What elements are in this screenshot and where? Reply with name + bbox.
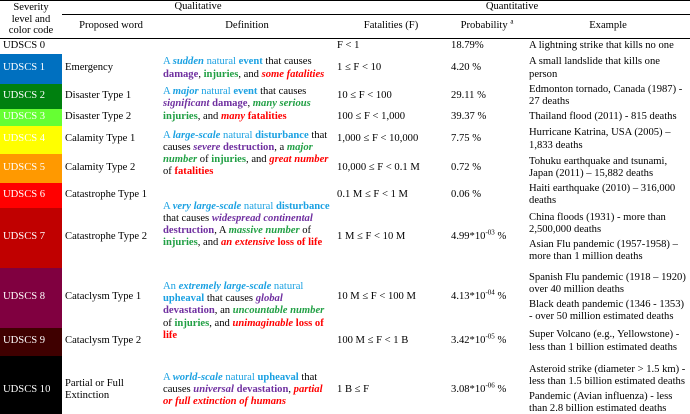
probability-cell: $3.08*10^{-06}$ % — [448, 356, 526, 414]
probability-cell: 18.79% — [451, 40, 484, 52]
probability-cell: 39.37 % — [451, 110, 487, 122]
word-cell: Partial or Full Extinction — [62, 356, 160, 414]
header-quantitative: Quantitative — [334, 1, 690, 15]
severity-cell-7: UDSCS 7 — [0, 208, 62, 268]
probability-cell: 29.11 % — [451, 89, 486, 101]
example-cell: Tohuku earthquake and tsunami, Japan (2011) – 15,882 deaths — [529, 155, 668, 179]
probability-footnote-marker: a — [510, 17, 514, 26]
probability-cell: $4.13*10^{-04}$ % — [451, 288, 507, 303]
severity-cell-0: UDSCS 0 — [3, 40, 46, 52]
fatalities-cell: 10 M ≤ F < 100 M — [337, 291, 416, 303]
severity-cell-2: UDSCS 2 — [0, 84, 62, 109]
header-proposed-word: Proposed word — [62, 15, 160, 39]
word-cell: Catastrophe Type 2 — [65, 231, 148, 243]
word-cell — [62, 39, 160, 54]
word-cell: Emergency — [65, 62, 114, 74]
table-row — [0, 109, 690, 126]
fatalities-cell: 1 ≤ F < 10 — [337, 62, 382, 74]
table-row — [0, 126, 690, 154]
word-cell: Cataclysm Type 1 — [65, 291, 142, 303]
header-qualitative: Qualitative — [62, 1, 334, 15]
definition-cell — [160, 39, 334, 54]
word-cell: Disaster Type 2 — [65, 110, 132, 122]
fatalities-cell: 1,000 ≤ F < 10,000 — [337, 133, 419, 145]
word-cell: Cataclysm Type 2 — [65, 335, 142, 347]
severity-cell-1: UDSCS 1 — [0, 54, 62, 84]
table-row — [0, 54, 690, 84]
probability-cell: 0.06 % — [451, 188, 482, 200]
header-severity: Severity level and color code — [0, 1, 62, 39]
probability-cell: $3.42*10^{-05}$ % — [451, 332, 507, 347]
example-cell: Edmonton tornado, Canada (1987) - 27 deaths — [529, 83, 683, 107]
example-cell: Super Volcano (e.g., Yellowstone) - less than 1 billion estimated deaths — [529, 329, 680, 353]
table-row — [0, 183, 690, 208]
example-cell: Hurricane Katrina, USA (2005) – 1,833 deaths — [529, 127, 671, 151]
severity-cell-8: UDSCS 8 — [0, 268, 62, 328]
example-cell: Asteroid strike (diameter > 1.5 km) - less than 1.5 billion estimated deaths Pandemic (Avian influenza) - less than 2.8 billion estimated deaths — [526, 356, 690, 414]
word-cell: Calamity Type 1 — [65, 133, 136, 145]
fatalities-cell: 100 ≤ F < 1,000 — [337, 110, 406, 122]
probability-cell: 0.72 % — [451, 161, 482, 173]
fatalities-cell: 0.1 M ≤ F < 1 M — [337, 188, 408, 200]
severity-cell-5: UDSCS 5 — [0, 154, 62, 183]
table-row — [0, 208, 690, 268]
definition-cell-1: A sudden natural event that causes damage, injuries, and some fatalities — [163, 56, 325, 80]
severity-cell-9: UDSCS 9 — [0, 328, 62, 356]
example-cell: A lightning strike that kills no one — [529, 40, 674, 52]
fatalities-cell: 10 ≤ F < 100 — [337, 89, 392, 101]
table-row — [0, 356, 690, 414]
word-cell: Calamity Type 2 — [65, 161, 136, 173]
severity-cell-10: UDSCS 10 — [0, 356, 62, 414]
table-row — [0, 268, 690, 328]
fatalities-cell: 1 B ≤ F — [334, 356, 448, 414]
definition-cell-6: A very large-scale natural disturbance that causes widespread continental destruction, A massive number of injuries, and an extensive loss of life — [163, 200, 330, 249]
fatalities-cell: 10,000 ≤ F < 0.1 M — [337, 161, 420, 173]
definition-cell-4: A large-scale natural disturbance that causes severe destruction, a major number of injuries, and great number of fatalities — [163, 129, 329, 178]
definition-cell-8: An extremely large-scale natural upheaval that causes global devastation, an uncountable number of injuries, and unimaginable loss of life — [163, 281, 325, 341]
probability-cell: 7.75 % — [451, 133, 482, 145]
example-cell: Spanish Flu pandemic (1918 – 1920) over 40 million deaths Black death pandemic (1346 - 1353) - over 50 million estimated deaths — [529, 271, 686, 323]
word-cell: Catastrophe Type 1 — [65, 188, 148, 200]
probability-cell: $4.99*10^{-03}$ % — [451, 228, 507, 243]
table-row — [0, 39, 690, 54]
definition-cell-10: A world-scale natural upheaval that causes universal devastation, partial or full extinction of humans — [160, 356, 334, 414]
table-row — [0, 84, 690, 109]
example-cell: Haiti earthquake (2010) – 316,000 deaths — [529, 182, 676, 206]
severity-cell-6: UDSCS 6 — [0, 183, 62, 208]
probability-cell: 4.20 % — [451, 62, 482, 74]
header-probability: Probability $^a$ — [448, 15, 526, 39]
word-cell: Disaster Type 1 — [65, 89, 132, 101]
severity-cell-4: UDSCS 4 — [0, 126, 62, 154]
header-example: Example — [526, 15, 690, 39]
example-cell: China floods (1931) - more than 2,500,000 deaths Asian Flu pandemic (1957-1958) – more than 1 million deaths — [529, 211, 678, 263]
example-cell: A small landslide that kills one person — [529, 56, 660, 80]
table-row — [0, 154, 690, 183]
header-definition: Definition — [160, 15, 334, 39]
severity-cell-3: UDSCS 3 — [0, 109, 62, 126]
fatalities-cell: F < 1 — [337, 40, 360, 52]
header-fatalities: Fatalities (F) — [334, 15, 448, 39]
table-row — [0, 328, 690, 356]
example-cell: Thailand flood (2011) - 815 deaths — [529, 110, 677, 122]
fatalities-cell: 1 M ≤ F < 10 M — [337, 231, 406, 243]
definition-cell-2: A major natural event that causes significant damage, many serious injuries, and many fatalities — [163, 86, 311, 122]
fatalities-cell: 100 M ≤ F < 1 B — [337, 335, 409, 347]
